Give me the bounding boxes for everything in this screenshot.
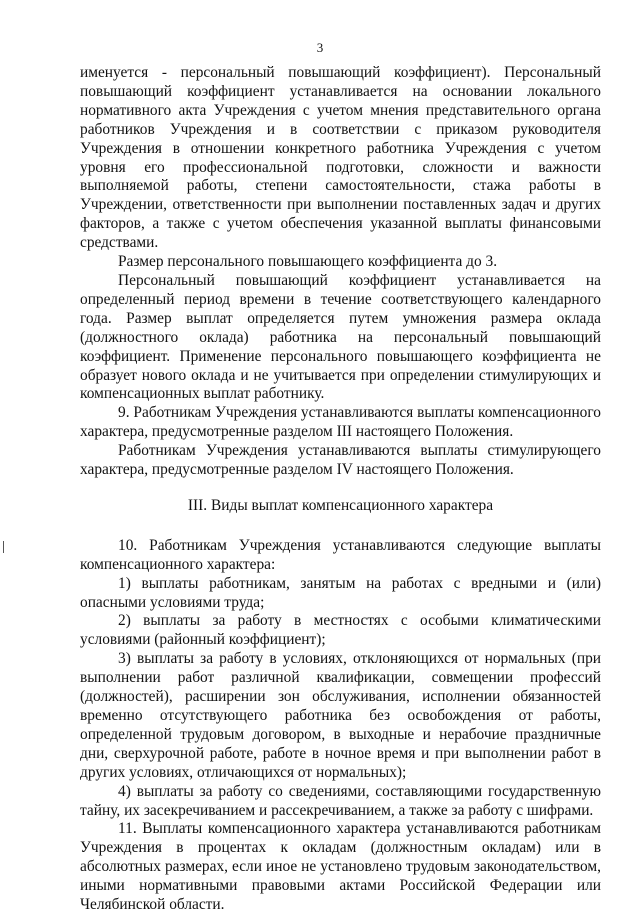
list-item-1: 1) выплаты работникам, занятым на работах с вредными и (или) опасными условиями труда; — [80, 574, 601, 611]
document-body — [80, 64, 601, 915]
paragraph-coefficient-size: Размер персонального повышающего коэффициента до 3. — [118, 253, 498, 271]
paragraph-item-10: 10. Работникам Учреждения устанавливаются следующие выплаты компенсационного характера: — [80, 536, 601, 573]
paragraph-coefficient-period: Персональный повышающий коэффициент устанавливается на определенный период времени в течение соответствующего календарного года. Размер выплат определяется путем умножения размера оклада (должностного оклада) работника на персональный повышающий коэффициент. Применение персонального повышающего коэффициента не образует нового оклада и не учитывается при определении стимулирующих и компенсационных выплат работнику. — [80, 271, 601, 403]
paragraph-coefficient-definition: именуется - персональный повышающий коэффициент). Персональный повышающий коэффициент устанавливается на основании локального нормативного акта Учреждения с учетом мнения представительного органа работников Учреждения и в соответствии с приказом руководителя Учреждения в отношении конкретного работника Учреждения с учетом уровня его профессиональной подготовки, сложности и важности выполняемой работы, степени самостоятельности, стажа работы в Учреждении, ответственности при выполнении поставленных задач и других факторов, а также с учетом обеспечения указанной выплаты финансовыми средствами. — [80, 64, 601, 252]
list-item-2: 2) выплаты за работу в местностях с особыми климатическими условиями (районный коэффициент); — [80, 612, 601, 649]
paragraph-item-9: 9. Работникам Учреждения устанавливаются выплаты компенсационного характера, предусмотренные разделом III настоящего Положения. — [80, 404, 601, 441]
list-item-4: 4) выплаты за работу со сведениями, составляющими государственную тайну, их засекречиванием и рассекречиванием, а также за работу с шифрами. — [80, 782, 601, 819]
margin-mark — [3, 541, 4, 553]
page-number: 3 — [316, 40, 324, 55]
paragraph-stimulating-payments: Работникам Учреждения устанавливаются выплаты стимулирующего характера, предусмотренные разделом IV настоящего Положения. — [80, 442, 601, 479]
section-heading: III. Виды выплат компенсационного характера — [187, 496, 494, 514]
list-item-3: 3) выплаты за работу в условиях, отклоняющихся от нормальных (при выполнении работ различной квалификации, совмещении профессий (должностей), расширении зон обслуживания, исполнении обязанностей временно отсутствующего работника без освобождения от работы, определенной трудовым договором, в выходные и нерабочие праздничные дни, сверхурочной работе, работе в ночное время и при выполнении работ в других условиях, отличающихся от нормальных); — [80, 650, 601, 781]
paragraph-item-11: 11. Выплаты компенсационного характера устанавливаются работникам Учреждения в процентах к окладам (должностным окладам) или в абсолютных размерах, если иное не установлено трудовым законодательством, иными нормативными правовыми актами Российской Федерации или Челябинской области. — [80, 820, 601, 914]
